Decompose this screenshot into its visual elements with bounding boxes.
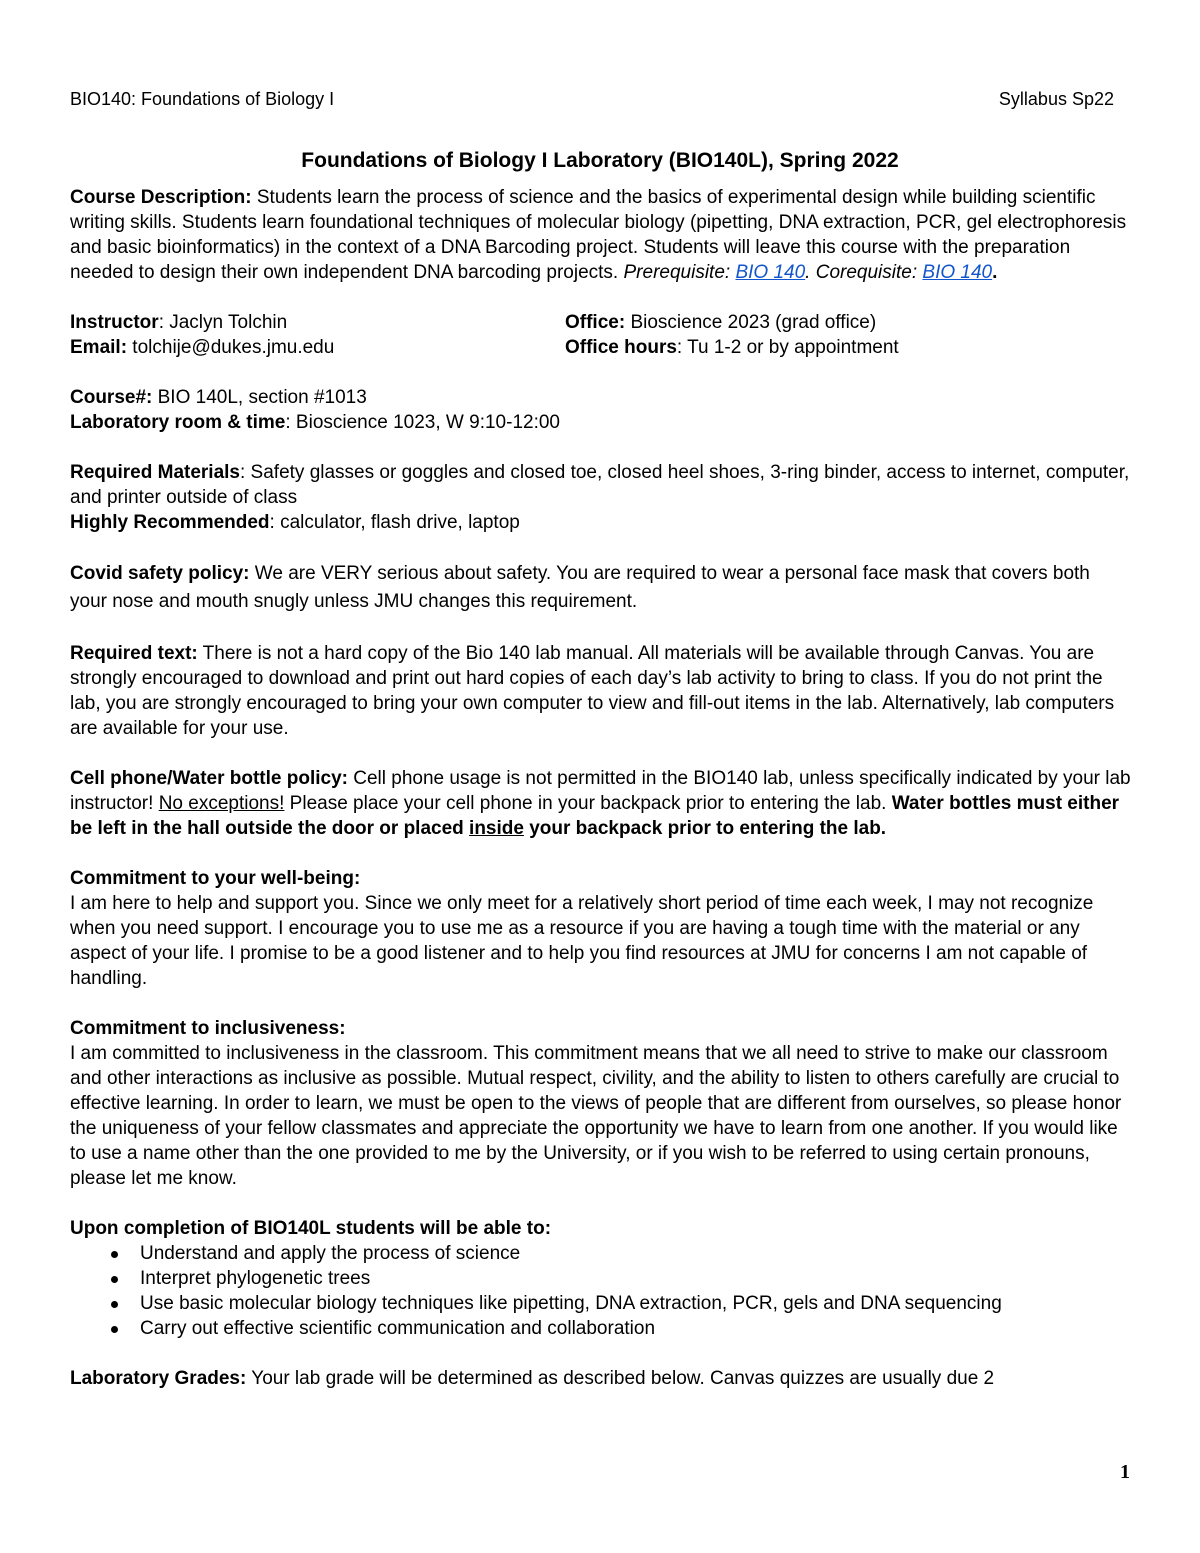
instructor-info — [70, 310, 1132, 360]
office-column — [565, 310, 1060, 360]
highly-recommended-label: Highly Recommended — [70, 512, 270, 533]
highly-recommended-value: : calculator, flash drive, laptop — [269, 512, 520, 533]
office-line — [565, 310, 1060, 335]
office-value: Bioscience 2023 (grad office) — [625, 312, 877, 333]
course-number — [70, 385, 1132, 410]
list-item-text: Interpret phylogenetic trees — [140, 1268, 371, 1289]
covid-policy-label: Covid safety policy: — [70, 563, 250, 584]
course-description-end: . — [992, 262, 998, 283]
wellbeing-heading — [70, 866, 1132, 891]
page-number: 1 — [1120, 1461, 1130, 1483]
bullet-icon — [111, 1326, 118, 1333]
water-policy-bold-1: Water bottles must either be left in the hall outside the door or placed — [70, 793, 1120, 839]
water-policy-inside: inside — [469, 818, 524, 839]
phone-policy-text-1: Cell phone usage is not permitted in the BIO140 lab, unless specifically indicated by your lab instructor! — [70, 768, 1131, 814]
list-item — [70, 1316, 1132, 1341]
course-description-text: Students learn the process of science and the basics of experimental design while building scientific writing skills. Students learn foundational techniques of molecular biology (pipetting, DNA extraction, PCR, gel electrophoresis and basic bioinformatics) in the context of a DNA Barcoding project. Students will leave this course with the preparation needed to design their own independent DNA barcoding projects. — [70, 187, 1127, 283]
required-text — [70, 641, 1132, 741]
laboratory-grades-label: Laboratory Grades: — [70, 1368, 247, 1389]
inclusiveness-text: I am committed to inclusiveness in the classroom. This commitment means that we all need to strive to make our classroom and other interactions as inclusive as possible. Mutual respect, civility, and the ability to listen to others carefully are crucial to effective learning. In order to learn, we must be open to the views of people that are different from ourselves, so please honor the uniqueness of your fellow classmates and appreciate the opportunity we have to learn from one another. If you would like to use a name other than the one provided to me by the University, or if you wish to be referred to using certain pronouns, please let me know. — [70, 1043, 1122, 1189]
list-item-text: Use basic molecular biology techniques like pipetting, DNA extraction, PCR, gels and DNA sequencing — [140, 1293, 1002, 1314]
office-hours-label: Office hours — [565, 337, 677, 358]
lab-room-value: : Bioscience 1023, W 9:10-12:00 — [285, 412, 560, 433]
laboratory-grades-text: Your lab grade will be determined as described below. Canvas quizzes are usually due 2 — [246, 1368, 995, 1389]
bullet-icon — [111, 1251, 118, 1258]
highly-recommended — [70, 510, 1132, 535]
required-materials-value: : Safety glasses or goggles and closed toe, closed heel shoes, 3-ring binder, access to internet, computer, and printer outside of class — [70, 462, 1130, 508]
no-exceptions-text: No exceptions! — [158, 793, 285, 814]
office-hours-value: : Tu 1-2 or by appointment — [676, 337, 899, 358]
laboratory-grades — [70, 1366, 1132, 1391]
outcomes-list — [70, 1241, 1132, 1341]
course-number-label: Course#: — [70, 387, 153, 408]
phone-policy-text-2: Please place your cell phone in your backpack prior to entering the lab. — [284, 793, 892, 814]
required-materials — [70, 460, 1132, 510]
required-text-label: Required text: — [70, 643, 198, 664]
office-label: Office: — [565, 312, 626, 333]
wellbeing-text: I am here to help and support you. Since we only meet for a relatively short period of time each week, I may not recognize when you need support. I encourage you to use me as a resource if you are having a tough time with the material or any aspect of your life. I promise to be a good listener and to help you find resources at JMU for concerns I am not capable of handling. — [70, 893, 1094, 989]
lab-room-time — [70, 410, 1132, 435]
required-text-value: There is not a hard copy of the Bio 140 lab manual. All materials will be available through Canvas. You are strongly encouraged to download and print out hard copies of each day’s lab activity to bring to class. If you do not print the lab, you are strongly encouraged to bring your own computer to view and fill-out items in the lab. Alternatively, lab computers are available for your use. — [70, 643, 1115, 739]
required-materials-label: Required Materials — [70, 462, 240, 483]
email-value: tolchije@dukes.jmu.edu — [127, 337, 335, 358]
list-item — [70, 1266, 1132, 1291]
list-item — [70, 1241, 1132, 1266]
instructor-value: : Jaclyn Tolchin — [158, 312, 288, 333]
bullet-icon — [111, 1276, 118, 1283]
list-item — [70, 1291, 1132, 1316]
course-description-label: Course Description: — [70, 187, 252, 208]
office-hours-line — [565, 335, 1060, 360]
phone-policy-label: Cell phone/Water bottle policy: — [70, 768, 348, 789]
instructor-column — [70, 310, 565, 360]
inclusiveness-heading — [70, 1016, 1132, 1041]
header-syllabus-label: Syllabus Sp22 — [998, 89, 1114, 109]
header-course-title: BIO140: Foundations of Biology I — [70, 89, 335, 109]
email-line — [70, 335, 565, 360]
document-body — [70, 185, 1132, 1391]
covid-policy-text: We are VERY serious about safety. You are required to wear a personal face mask that covers both your nose and mouth snugly unless JMU changes this requirement. — [70, 563, 1090, 612]
water-policy-bold-2: your backpack prior to entering the lab. — [523, 818, 887, 839]
covid-policy — [70, 560, 1132, 616]
prerequisite-label: Prerequisite: — [623, 262, 736, 283]
outcomes-heading — [70, 1216, 1132, 1241]
outcomes-heading-text: Upon completion of BIO140L students will be able to: — [70, 1218, 552, 1239]
instructor-label: Instructor — [70, 312, 159, 333]
list-item-text: Carry out effective scientific communication and collaboration — [140, 1318, 656, 1339]
inclusiveness-heading-text: Commitment to inclusiveness: — [70, 1018, 346, 1039]
document-title: Foundations of Biology I Laboratory (BIO140L), Spring 2022 — [301, 149, 899, 172]
bullet-icon — [111, 1301, 118, 1308]
corequisite-label: . Corequisite: — [805, 262, 923, 283]
phone-water-policy — [70, 766, 1132, 841]
list-item-text: Understand and apply the process of science — [140, 1243, 521, 1264]
wellbeing-heading-text: Commitment to your well-being: — [70, 868, 361, 889]
email-label: Email: — [70, 337, 128, 358]
course-description — [70, 185, 1132, 285]
prerequisite-link[interactable]: BIO 140 — [735, 262, 806, 283]
lab-room-label: Laboratory room & time — [70, 412, 286, 433]
corequisite-link[interactable]: BIO 140 — [922, 262, 993, 283]
course-number-value: BIO 140L, section #1013 — [152, 387, 367, 408]
page-header — [70, 88, 1114, 110]
instructor-line — [70, 310, 565, 335]
